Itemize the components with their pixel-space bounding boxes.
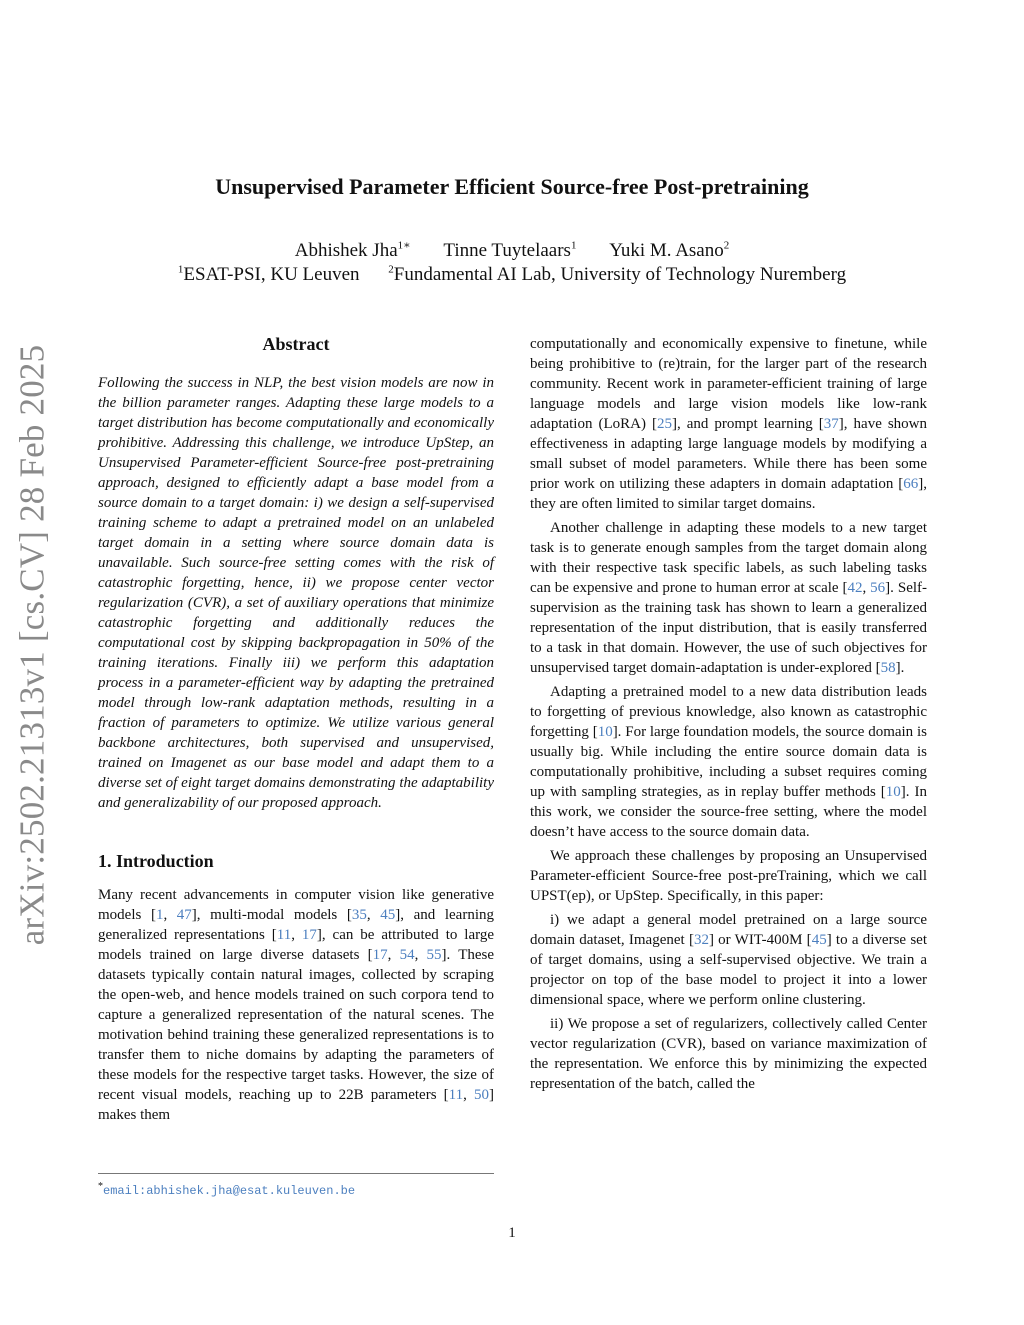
page-number: 1 [508, 1225, 516, 1241]
citation-link[interactable]: 25 [656, 416, 672, 432]
footnote-mark: * [98, 1181, 103, 1192]
abstract-text: Following the success in NLP, the best vision models are now in the billion parameter ranges. Adapting these large models to a target distribution has become computationally and economically prohibitive. Addressing this challenge, we introduce UpStep, an Unsupervised Parameter-efficient Source-free post-pretraining approach, designed to efficiently adapt a base model from a source domain to a target domain: i) we design a self-supervised training scheme to adapt a pretrained model on an unlabeled target domain in a setting where source domain data is unavailable. Such source-free setting comes with the risk of catastrophic forgetting, hence, ii) we propose center vector regularization (CVR), a set of auxiliary operations that minimize catastrophic forgetting and additionally reduces the computational cost by skipping backpropagation in 50% of the training iterations. Finally iii) we perform this adaptation process in a parameter-efficient way by adapting the pretrained model through low-rank adaptation methods, resulting in a fraction of parameters to optimize. We utilize various general backbone architectures, both supervised and unsupervised, trained on Imagenet as our base model and adapt them to a diverse set of eight target domains demonstrating the adaptability and generalizability of our proposed approach. [98, 375, 494, 811]
paragraph: i) we adapt a general model pretrained on a large source domain dataset, Imagenet [32] or WIT-400M [45] to a diverse set of target domains, using a self-supervised objective. We train a projector on top of the base model to project it into a lower dimensional space, where we perform online clustering. [530, 912, 927, 1008]
citation-link[interactable]: 45 [811, 932, 827, 948]
paragraph: computationally and economically expensive to finetune, while being prohibitive to (re)train, for the larger part of the research community. Recent work in parameter-efficient training of large language models and large vision models like low-rank adaptation (LoRA) [25], and prompt learning [37], have shown effectiveness in adapting large language models by modifying a small subset of model parameters. While there has been some prior work on utilizing these adapters in domain adaptation [66], they are often limited to similar target domains. [530, 336, 928, 512]
affiliation: $^2$Fundamental AI Lab, University of Technology Nuremberg [388, 263, 847, 285]
paper-title: Unsupervised Parameter Efficient Source-free Post-pretraining [215, 174, 809, 199]
author: Yuki M. Asano$^2$ [609, 239, 730, 261]
citation-link[interactable]: 42 [847, 580, 863, 596]
citation-link[interactable]: 11 [448, 1087, 464, 1103]
footnote [98, 1173, 494, 1199]
arxiv-stamp-text: arXiv:2502.21313v1 [cs.CV] 28 Feb 2025 [12, 344, 52, 946]
citation-link[interactable]: 17 [372, 947, 388, 963]
arxiv-stamp [4, 344, 60, 946]
citation-link[interactable]: 50 [474, 1087, 490, 1103]
citation-link[interactable]: 55 [426, 947, 442, 963]
author-list [0, 240, 1024, 262]
paragraph: Another challenge in adapting these models to a new target task is to generate enough samples from the target domain along with their respective task specific labels, as such labeling tasks can be expensive and prone to human error at scale [42, 56]. Self-supervision as the training task has shown to learn a generalized representation of the input distribution, that is easily transferred to a task in that domain. However, the use of such objectives for unsupervised target domain-adaptation is under-explored [58]. [530, 520, 928, 676]
introduction-heading: 1. Introduction [98, 851, 214, 871]
paragraph: We approach these challenges by proposing an Unsupervised Parameter-efficient Source-free post-preTraining, which we call UPST(ep), or UpStep. Specifically, in this paper: [530, 848, 927, 904]
citation-link[interactable]: 37 [823, 416, 839, 432]
author: Abhishek Jha$^{1∗}$ [294, 239, 411, 261]
citation-link[interactable]: 66 [903, 476, 919, 492]
intro-paragraph: Many recent advancements in computer vision like generative models [1, 47], multi-modal models [35, 45], and learning generalized representations [11, 17], can be attributed to large models trained on large diverse datasets [17, 54, 55]. These datasets typically contain natural images, collected by scraping the open-web, and hence models trained on such corpora tend to capture a generalized representation of the natural scenes. The motivation behind training these generalized representations is to transfer them to niche domains by adapting the parameters of these models for the respective target tasks. However, the size of recent visual models, reaching up to 22B parameters [11, 50] makes them [98, 887, 495, 1123]
abstract-heading: Abstract [262, 334, 330, 354]
citation-link[interactable]: 45 [380, 907, 396, 923]
affiliation-list [0, 264, 1024, 286]
paragraph: ii) We propose a set of regularizers, collectively called Center vector regularization (CVR), based on variance maximization of the representation. We enforce this by minimizing the expected representation of the batch, called the [530, 1016, 927, 1092]
citation-link[interactable]: 10 [597, 724, 613, 740]
citation-link[interactable]: 32 [693, 932, 709, 948]
right-column [530, 334, 927, 1094]
citation-link[interactable]: 58 [880, 660, 896, 676]
paragraph: Adapting a pretrained model to a new data distribution leads to forgetting of previous knowledge, also known as catastrophic forgetting [10]. For large foundation models, the source domain is usually big. While including the entire source domain data is computationally prohibitive, including a subset requires coming up with sampling strategies, as in replay buffer methods [10]. In this work, we consider the source-free setting, where the model doesn’t have access to the source domain data. [530, 684, 928, 840]
author: Tinne Tuytelaars$^1$ [443, 239, 577, 261]
citation-link[interactable]: 10 [885, 784, 901, 800]
citation-link[interactable]: 35 [351, 907, 367, 923]
email-link[interactable]: email:abhishek.jha@esat.kuleuven.be [103, 1184, 356, 1198]
citation-link[interactable]: 11 [276, 927, 292, 943]
citation-link[interactable]: 17 [301, 927, 317, 943]
citation-link[interactable]: 47 [176, 907, 192, 923]
citation-link[interactable]: 56 [870, 580, 886, 596]
affiliation: $^1$ESAT-PSI, KU Leuven [177, 263, 360, 285]
left-column [98, 333, 494, 1125]
citation-link[interactable]: 54 [399, 947, 415, 963]
citation-link[interactable]: 1 [155, 907, 164, 923]
